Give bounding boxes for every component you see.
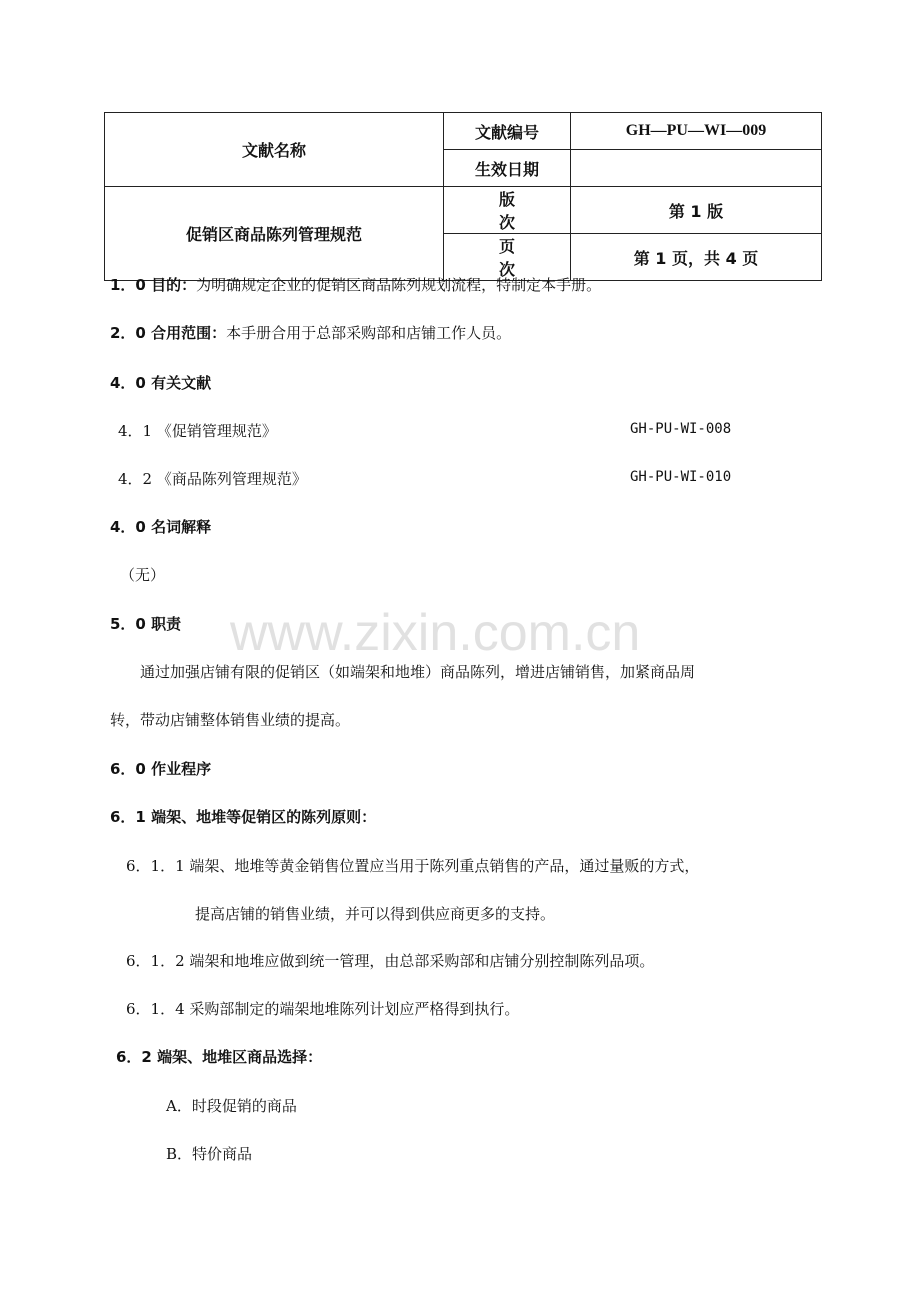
- reference-item-1: 4．1 《促销管理规范》: [118, 422, 277, 440]
- section-purpose-text: 为明确规定企业的促销区商品陈列规划流程，特制定本手册。: [196, 276, 602, 294]
- watermark: www.zixin.com.cn: [230, 604, 641, 662]
- version-label: 版 次: [444, 187, 571, 234]
- effective-date-label: 生效日期: [444, 150, 571, 187]
- section-references-heading: 4．0 有关文献: [110, 374, 212, 392]
- clause-6-1-2: 6．1．2 端架和地堆应做到统一管理，由总部采购部和店铺分别控制陈列品项。: [126, 952, 655, 970]
- subsection-product-selection-heading: 6．2 端架、地堆区商品选择：: [116, 1048, 323, 1066]
- clause-6-1-4: 6．1．4 采购部制定的端架地堆陈列计划应严格得到执行。: [126, 1000, 520, 1018]
- section-scope-text: 本手册合用于总部采购部和店铺工作人员。: [226, 324, 512, 342]
- section-scope: [110, 322, 511, 343]
- doc-no-label: 文献编号: [444, 113, 571, 150]
- section-duties-heading: 5．0 职责: [110, 615, 182, 633]
- reference-item-2: 4．2 《商品陈列管理规范》: [118, 470, 307, 488]
- doc-name-label: 文献名称: [105, 113, 444, 187]
- doc-no-value: GH—PU—WI—009: [571, 113, 822, 150]
- doc-title: 促销区商品陈列管理规范: [105, 187, 444, 281]
- section-duties-text-1: 通过加强店铺有限的促销区（如端架和地堆）商品陈列，增进店铺销售，加紧商品周: [140, 663, 696, 681]
- section-terms-heading: 4．0 名词解释: [110, 518, 212, 536]
- section-purpose: [110, 274, 601, 295]
- effective-date-value: [571, 150, 822, 187]
- section-scope-heading: 2．0 合用范围：: [110, 324, 227, 342]
- selection-item-b: B．特价商品: [166, 1145, 253, 1163]
- clause-6-1-1-line-1: 6．1．1 端架、地堆等黄金销售位置应当用于陈列重点销售的产品，通过量贩的方式，: [126, 857, 700, 875]
- page-label: 页 次: [444, 234, 571, 281]
- page-value: 第 1 页，共 4 页: [571, 234, 822, 281]
- subsection-display-principles-heading: 6．1 端架、地堆等促销区的陈列原则：: [110, 808, 377, 826]
- document-header-table: [104, 112, 822, 281]
- version-value: 第 1 版: [571, 187, 822, 234]
- selection-item-a: A．时段促销的商品: [166, 1097, 297, 1115]
- reference-code-1: GH-PU-WI-008: [630, 421, 732, 437]
- section-procedure-heading: 6．0 作业程序: [110, 760, 212, 778]
- reference-code-2: GH-PU-WI-010: [630, 469, 732, 485]
- section-terms-text: （无）: [120, 566, 166, 584]
- section-duties-text-2: 转，带动店铺整体销售业绩的提高。: [110, 711, 351, 729]
- clause-6-1-1-line-2: 提高店铺的销售业绩，并可以得到供应商更多的支持。: [195, 905, 556, 923]
- section-purpose-heading: 1．0 目的：: [110, 276, 197, 294]
